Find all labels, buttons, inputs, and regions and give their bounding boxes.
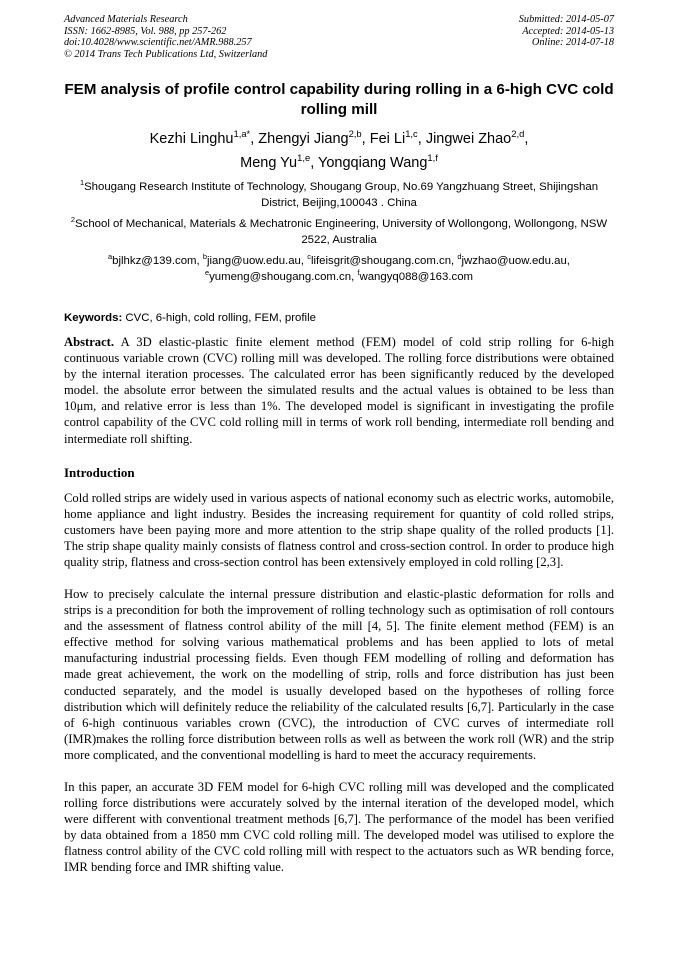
author-name: Zhengyi Jiang [258,131,349,147]
abstract [64,334,614,447]
affiliation-text: School of Mechanical, Materials & Mechatronic Engineering, University of Wollongong, Wollongong, NSW 2522, Australia [75,218,608,246]
intro-paragraph-3: In this paper, an accurate 3D FEM model for 6-high CVC rolling mill was developed and the complicated rolling force distributions were accurately solved by the internal iteration of the developed model, which were different with conventional treatment methods [6,7]. The performance of the model has been verified by data obtained from a 1850 mm CVC cold rolling mill. The developed model was utilised to explore the flatness control ability of the CVC cold rolling mill with respect to the actuators such as WR bending force, IMR bending force and IMR shifting value. [64,780,614,875]
keywords-label: Keywords: [64,312,123,324]
author-name: Yongqiang Wang [318,155,428,171]
doi-line: doi:10.4028/www.scientific.net/AMR.988.257 [64,37,252,49]
email-address[interactable]: wangyq088@163.com [359,270,474,283]
author-superscript: 1,a* [233,128,251,140]
email-superscript: c [307,252,311,262]
author-superscript: 2,b [348,128,362,140]
author-superscript: 1,f [427,152,438,164]
paper-title: FEM analysis of profile control capability during rolling in a 6-high CVC cold rolling mill [64,81,614,118]
email-address[interactable]: jwzhao@uow.edu.au [461,255,567,267]
journal-header-left [64,14,267,60]
email-address[interactable]: yumeng@shougang.com.cn [209,270,352,283]
email-list: $^a$bjlhkz@139.com, $^b$jiang@uow.edu.au, $^c$lifeisgrit@shougang.com.cn, $^d$jwzhao@uow.edu.au, $^e$yumeng@shougang.com.cn, $^f$wangyq088@163.com [108,252,570,283]
email-superscript: d [457,252,462,262]
copyright-line: © 2014 Trans Tech Publications Ltd, Switzerland [64,48,268,60]
email-address[interactable]: bjlhkz@139.com [112,255,197,267]
online-date: Online: 2014-07-18 [531,37,614,49]
accepted-date: Accepted: 2014-05-13 [522,25,614,37]
journal-header-right [519,14,614,49]
email-superscript: e [204,268,210,277]
affiliation-number: 1 [79,178,85,188]
keywords [64,312,316,324]
intro-paragraph-2: How to precisely calculate the internal pressure distribution and elastic-plastic deformation for rolls and strips is a precondition for both the improvement of rolling technology such as optimisation of roll contours and the assessment of flatness control ability of the mill [4, 5]. The finite element method (FEM) is an effective method for solving various mathematical problems and has been applied to lots of metal manufacturing industrial processing fields. Even though FEM modelling of rolling and deformation has made great achievement, the work on the modelling of strip, rolls and force distribution has just been conducted separately, and the model is usually developed based on the hypotheses of rolling force distribution which will definitely reduce the reliability of the calculated results [6,7]. Particularly in the case of 6-high continuous variables crown (CVC), the introduction of CVC curves of intermediate roll (IMR)makes the rolling force distribution between rolls as well as between the work roll (WR) and the strip more complicated, and the conventional modelling is hard to meet the accuracy requirements. [64,587,614,762]
author-list: Kezhi Linghu$^{1,a*}$, Zhengyi Jiang$^{2,b}$, Fei Li$^{1,c}$, Jingwei Zhao$^{2,d}$, Meng Yu$^{1,e}$, Yongqiang Wang$^{1,f}$ [149,128,529,171]
affiliation-number: 2 [70,215,76,225]
keywords-text: CVC, 6-high, cold rolling, FEM, profile [125,312,316,324]
email-address[interactable]: jiang@uow.edu.au [206,255,301,267]
submitted-date: Submitted: 2014-05-07 [518,14,614,25]
abstract-text: A 3D elastic-plastic finite element method (FEM) model of cold strip rolling for 6-high continuous variable crown (CVC) rolling mill was developed. The rolling force distributions were obtained by the internal iteration processes. The calculated error has been significantly reduced by the developed model. the absolute error between the simulated results and the actual values is obtained to be less than 10μm, and relative error is less than 1%. The developed model is significant in investigating the profile control capability of the CVC cold rolling mill in terms of work roll bending, intermediate roll bending and intermediate roll shifting. [64,335,614,446]
affiliation-text: Shougang Research Institute of Technology, Shougang Group, No.69 Yangzhuang Street, Shijingshan District, Beijing,100043 . China [84,181,599,209]
section-heading-introduction: Introduction [64,465,135,480]
author-superscript: 1,e [297,152,311,164]
author-name: Meng Yu [240,155,298,171]
issn-line: ISSN: 1662-8985, Vol. 988, pp 257-262 [64,25,227,37]
author-name: Jingwei Zhao [425,131,512,147]
email-superscript: f [357,268,360,277]
email-superscript: a [108,252,113,262]
author-superscript: 2,d [511,128,525,140]
affiliation-1 [60,180,618,212]
journal-name: Advanced Materials Research [64,14,188,25]
author-name: Kezhi Linghu [149,131,234,147]
email-address[interactable]: lifeisgrit@shougang.com.cn [310,255,452,267]
affiliation-2 [60,217,618,249]
intro-paragraph-1: Cold rolled strips are widely used in various aspects of national economy such as electric works, automobile, home appliance and light industry. Besides the increasing requirement for quantity of cold rolled strips, customers have been paying more and more attention to the strip shape quality of the rolled products [1]. The strip shape quality mainly consists of flatness control and cross-section control. In order to produce high quality strip, flatness and cross-section control has been extensively employed in cold rolling [2,3]. [64,491,614,570]
email-superscript: b [202,252,207,262]
abstract-label: Abstract. [64,335,115,349]
author-name: Fei Li [369,131,406,147]
author-superscript: 1,c [405,128,418,140]
